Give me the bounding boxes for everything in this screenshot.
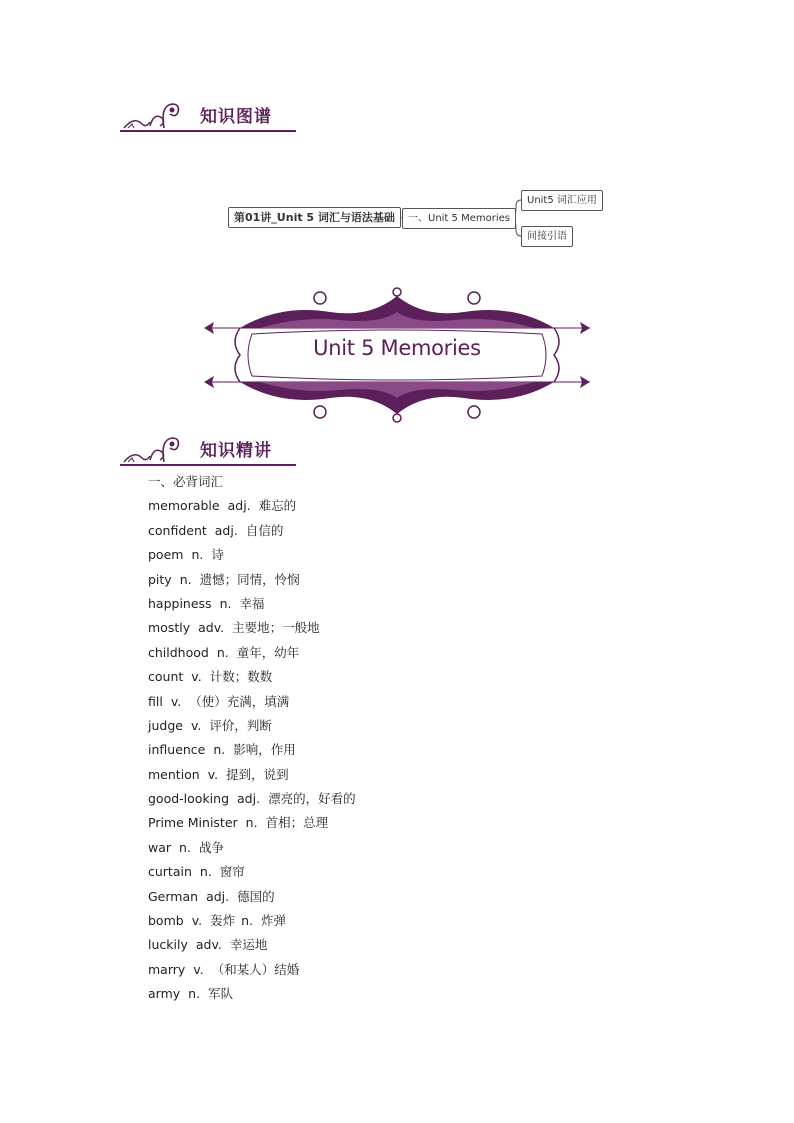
vocab-item <box>148 811 356 835</box>
vocab-meaning: 炸弹 <box>261 913 287 929</box>
vocab-meaning: 幸运地 <box>229 937 268 953</box>
vocab-item <box>148 641 356 665</box>
vocab-word: war <box>148 839 172 855</box>
vocab-item <box>148 592 356 616</box>
vocab-item <box>148 665 356 689</box>
vocab-meaning: 幸福 <box>239 595 265 611</box>
vocab-word: good-looking <box>148 791 230 807</box>
vocab-word: childhood <box>148 644 209 660</box>
vocab-item <box>148 494 356 518</box>
vocab-meaning: 影响，作用 <box>233 742 296 758</box>
vocab-meaning: （使）充满，填满 <box>189 693 290 709</box>
unit-banner <box>200 284 594 426</box>
vocab-word: mostly <box>148 620 191 636</box>
vocab-pos: n. <box>199 864 212 880</box>
vocab-pos: adj. <box>214 522 238 538</box>
section-rule <box>120 464 296 466</box>
vocab-pos: n. <box>241 913 254 929</box>
vocab-meaning: 主要地；一般地 <box>232 620 320 636</box>
vocab-item <box>148 836 356 860</box>
vocab-meaning: 童年，幼年 <box>236 644 300 660</box>
vocab-item <box>148 982 356 1006</box>
vocab-meaning: 提到，说到 <box>226 766 289 782</box>
vocab-item <box>148 958 356 982</box>
vocab-item <box>148 616 356 640</box>
vocab-meaning: 诗 <box>211 547 224 563</box>
vocab-pos: v. <box>193 961 204 977</box>
vocab-word: memorable <box>148 498 220 514</box>
mind-map-leaf-reported-speech: 间接引语 <box>521 226 573 247</box>
section-heading-detail <box>120 432 296 466</box>
vocab-item <box>148 933 356 957</box>
vocab-word: count <box>148 669 184 685</box>
vocab-item <box>148 860 356 884</box>
vocab-word: mention <box>148 766 200 782</box>
vocab-meaning: 难忘的 <box>258 498 297 514</box>
vocab-meaning: 军队 <box>208 986 234 1002</box>
vocab-item <box>148 519 356 543</box>
vocab-word: Prime Minister <box>148 815 238 831</box>
vocab-pos: v. <box>191 913 203 929</box>
vocab-meaning: 计数；数数 <box>209 669 273 685</box>
vocab-item <box>148 909 356 933</box>
vocab-meaning: 遗憾；同情，怜悯 <box>199 571 300 587</box>
vocab-word: marry <box>148 961 186 977</box>
vocab-item <box>148 738 356 762</box>
vocab-meaning: 轰炸 <box>210 913 236 929</box>
flourish-ornament-icon <box>120 432 190 466</box>
vocab-word: army <box>148 986 181 1002</box>
vocab-pos: adj. <box>206 888 230 904</box>
vocab-meaning: 自信的 <box>245 522 284 538</box>
vocab-pos: adj. <box>227 498 251 514</box>
vocab-pos: n. <box>245 815 258 831</box>
vocab-item <box>148 690 356 714</box>
vocab-pos: v. <box>190 717 202 733</box>
vocab-item <box>148 543 356 567</box>
vocab-word: judge <box>148 717 183 733</box>
vocab-pos: v. <box>170 693 182 709</box>
vocab-meaning: 窗帘 <box>219 864 245 880</box>
vocab-item <box>148 714 356 738</box>
vocab-pos: n. <box>219 595 232 611</box>
mind-map-leaf-vocab: Unit5 词汇应用 <box>521 190 603 211</box>
vocab-item <box>148 787 356 811</box>
vocab-pos: adv. <box>195 937 222 953</box>
vocab-word: luckily <box>148 937 188 953</box>
section-title-map: 知识图谱 <box>200 107 272 127</box>
vocab-pos: n. <box>216 644 229 660</box>
vocab-pos: n. <box>179 571 192 587</box>
vocab-meaning: 战争 <box>198 839 224 855</box>
vocab-meaning: 德国的 <box>237 888 275 904</box>
vocab-pos: adj. <box>237 791 261 807</box>
section-title-detail: 知识精讲 <box>200 441 272 461</box>
vocab-word: curtain <box>148 864 192 880</box>
vocab-meaning: （和某人）结婚 <box>211 961 300 977</box>
vocab-meaning: 漂亮的，好看的 <box>268 791 356 807</box>
vocab-pos: n. <box>188 986 201 1002</box>
vocab-item <box>148 763 356 787</box>
vocab-word: fill <box>148 693 163 709</box>
vocab-pos: adv. <box>198 620 225 636</box>
vocab-meaning: 评价，判断 <box>209 717 272 733</box>
vocab-word: happiness <box>148 595 212 611</box>
vocab-meaning: 首相；总理 <box>265 815 329 831</box>
vocab-list <box>148 470 356 1007</box>
vocab-word: influence <box>148 742 206 758</box>
vocab-item <box>148 885 356 909</box>
vocab-pos: n. <box>179 839 191 855</box>
vocab-pos: n. <box>191 547 204 563</box>
vocab-word: bomb <box>148 913 184 929</box>
vocab-word: pity <box>148 571 172 587</box>
mind-map-child-node: 一、Unit 5 Memories <box>402 208 516 229</box>
vocab-item <box>148 568 356 592</box>
vocab-pos: v. <box>191 669 202 685</box>
vocab-word: confident <box>148 522 207 538</box>
banner-title: Unit 5 Memories <box>313 336 481 360</box>
vocab-word: German <box>148 888 199 904</box>
vocab-heading: 一、必背词汇 <box>148 474 224 489</box>
vocab-word: poem <box>148 547 184 563</box>
vocab-pos: n. <box>213 742 226 758</box>
mind-map-root-node: 第01讲_Unit 5 词汇与语法基础 <box>228 207 401 228</box>
vocab-pos: v. <box>207 766 219 782</box>
